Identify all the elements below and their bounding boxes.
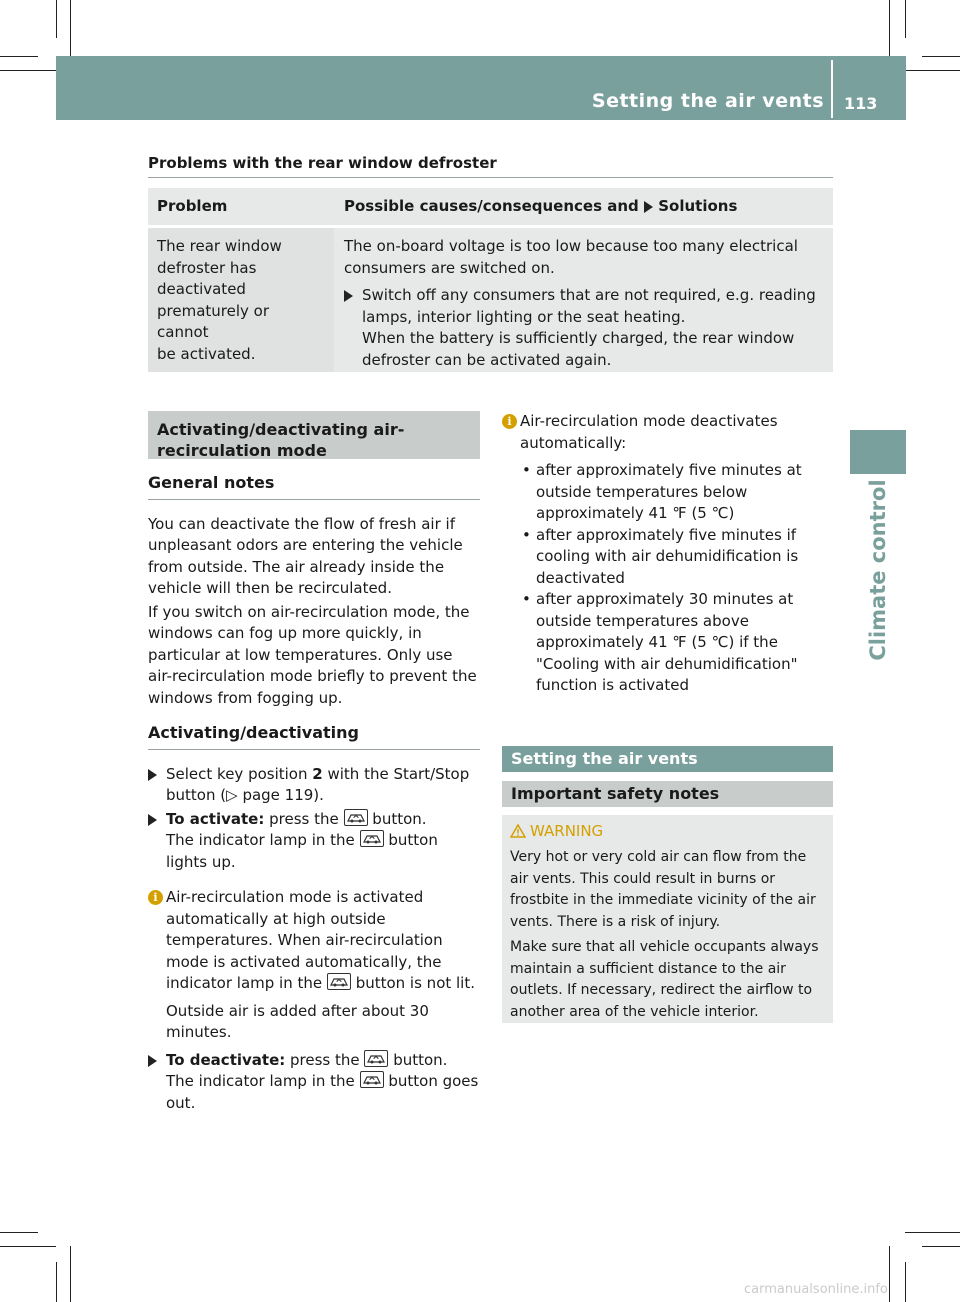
crop-mark (70, 0, 71, 56)
page-ref-arrow-icon: ▷ (226, 786, 238, 804)
crop-mark (0, 56, 38, 57)
page-header (56, 56, 906, 120)
page-title: Setting the air vents (591, 90, 824, 112)
heading-rule (148, 177, 833, 178)
crop-mark (922, 1246, 960, 1247)
crop-mark (0, 1246, 56, 1247)
step-deactivate: To deactivate: press the button. The indicator lamp in the button goes out. (148, 1050, 480, 1115)
list-item: • after approximately five minutes if cooling with air dehumidification is deactivated (522, 525, 799, 587)
crop-mark (922, 56, 960, 57)
problems-table (148, 188, 833, 372)
crop-mark (889, 0, 890, 56)
info-icon: i (502, 414, 517, 429)
solution-cell (344, 236, 824, 371)
general-p1: You can deactivate the flow of fresh air if unpleasant odors are entering the vehicle from outside. The air already inside the vehicle will then be recirculated. (148, 514, 463, 597)
col-problem: Problem (157, 197, 228, 215)
step-key-position: Select key position 2 with the Start/Stop button (▷ page 119). (148, 764, 480, 807)
air-recirculation-icon (360, 830, 384, 847)
left-column (148, 411, 480, 1114)
warning-p2: Make sure that all vehicle occupants always maintain a sufficient distance to the air outlets. If necessary, redirect the airflow to another area of the vehicle interior. (510, 939, 819, 1020)
problems-heading: Problems with the rear window defroster (148, 154, 497, 172)
section-title: Activating/deactivating air-recirculation mode (148, 411, 480, 459)
crop-mark (0, 1232, 38, 1233)
crop-mark (56, 1262, 57, 1302)
crop-mark (905, 70, 960, 71)
problem-cell: The rear window defroster has deactivated prematurely or cannot be activated. (148, 228, 334, 372)
list-item: • after approximately five minutes at outside temperatures below approximately 41 ℉ (5 ℃) (522, 461, 802, 522)
solution-step: Switch off any consumers that are not required, e.g. reading lamps, interior lighting or the seat heating. When the battery is sufficiently charged, the rear window defroster can be activated again. (344, 285, 824, 371)
page-number: 113 (844, 94, 878, 113)
col-solutions: Possible causes/consequences and Solutions (344, 197, 738, 215)
activating-heading: Activating/deactivating (148, 723, 359, 742)
crop-mark (905, 1262, 906, 1302)
warning-box (502, 815, 833, 1023)
warning-triangle-icon (510, 824, 526, 838)
crop-mark (0, 70, 56, 71)
info-auto-activation: i Air-recirculation mode is activated automatically at high outside temperatures. When air-recirculation mode is activated automatically, the indicator lamp in the button is not lit. Outside air is added after about 30 minutes. (148, 887, 480, 1044)
air-recirculation-icon (327, 973, 351, 990)
crop-mark (889, 1246, 890, 1302)
general-p2: If you switch on air-recirculation mode, the windows can fog up more quickly, in particular at low temperatures. Only use air-recirculation mode briefly to prevent the windows from fogging up. (148, 602, 477, 707)
right-column (502, 411, 833, 697)
chapter-tab (850, 430, 906, 474)
action-arrow-icon (344, 290, 353, 302)
air-recirculation-icon (364, 1050, 388, 1067)
list-item: • after approximately 30 minutes at outside temperatures above approximately 41 ℉ (5 ℃) if the "Cooling with air dehumidification" function is activated (522, 590, 798, 694)
safety-notes-title: Important safety notes (502, 781, 833, 807)
action-arrow-icon (644, 201, 653, 213)
general-notes-heading: General notes (148, 473, 275, 492)
crop-mark (56, 0, 57, 38)
header-divider (831, 60, 833, 118)
table-row (148, 228, 833, 372)
info-icon: i (148, 890, 163, 905)
air-recirculation-icon (344, 809, 368, 826)
action-arrow-icon (148, 769, 157, 781)
heading-rule (148, 499, 480, 500)
warning-title: WARNING (530, 822, 604, 840)
step-activate: To activate: press the button. The indicator lamp in the button lights up. (148, 809, 480, 874)
warning-p1: Very hot or very cold air can flow from the air vents. This could result in burns or frostbite in the immediate vicinity of the air vents. There is a risk of injury. (510, 849, 816, 930)
crop-mark (905, 1232, 960, 1233)
heading-rule (148, 749, 480, 750)
table-header (148, 188, 833, 225)
crop-mark (70, 1246, 71, 1302)
watermark: carmanualsonline.info (744, 1282, 888, 1297)
action-arrow-icon (148, 1055, 157, 1067)
cause-text: The on-board voltage is too low because too many electrical consumers are switched on. (344, 237, 798, 277)
chapter-label: Climate control (866, 479, 890, 661)
crop-mark (905, 0, 906, 38)
info-auto-deactivation: i Air-recirculation mode deactivates automatically: (502, 411, 833, 454)
action-arrow-icon (148, 814, 157, 826)
vents-section-title: Setting the air vents (502, 746, 833, 772)
air-recirculation-icon (360, 1071, 384, 1088)
